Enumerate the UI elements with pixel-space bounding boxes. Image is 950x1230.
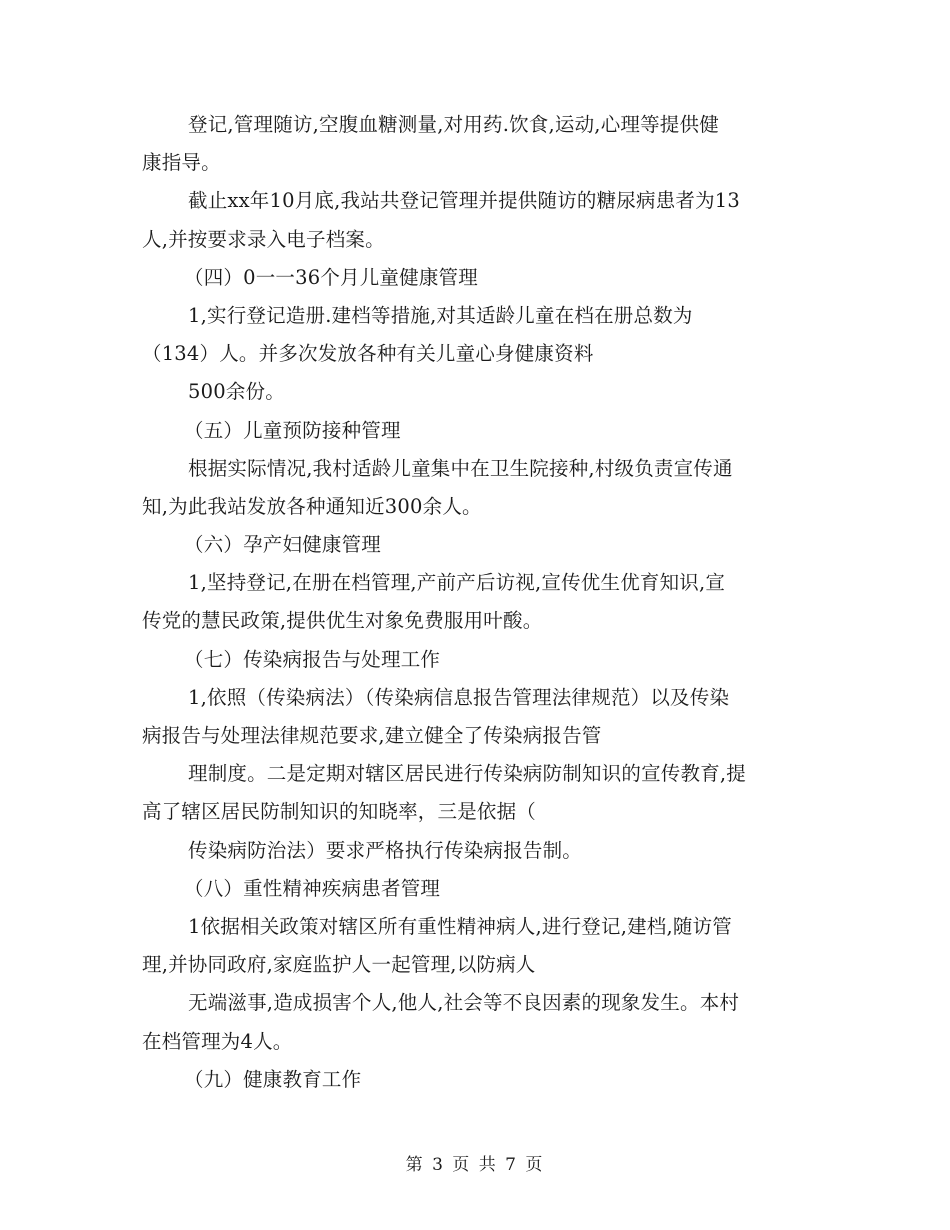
body-line: 传党的慧民政策,提供优生对象免费服用叶酸。 — [142, 609, 543, 633]
body-line: 高了辖区居民防制知识的知晓率，三是依据（ — [142, 800, 537, 824]
body-line: 理制度。二是定期对辖区居民进行传染病防制知识的宣传教育,提 — [188, 762, 746, 786]
body-line: 1,坚持登记,在册在档管理,产前产后访视,宣传优生优育知识,宣 — [188, 571, 726, 595]
section-heading: （七）传染病报告与处理工作 — [184, 647, 441, 671]
body-line: 截止xx年10月底,我站共登记管理并提供随访的糖尿病患者为13 — [188, 189, 741, 213]
section-heading: （九）健康教育工作 — [184, 1067, 362, 1091]
body-line: 理,并协同政府,家庭监护人一起管理,以防病人 — [142, 953, 536, 977]
body-line: 1,实行登记造册.建档等措施,对其适龄儿童在档在册总数为 — [188, 303, 693, 327]
body-line: 知,为此我站发放各种通知近300余人。 — [142, 494, 482, 518]
body-line: 病报告与处理法律规范要求,建立健全了传染病报告管 — [142, 724, 602, 747]
body-line: 根据实际情况,我村适龄儿童集中在卫生院接种,村级负责宣传通 — [188, 456, 733, 480]
body-line: 人,并按要求录入电子档案。 — [142, 227, 385, 251]
body-line: 在档管理为4人。 — [142, 1029, 293, 1053]
document-body — [142, 106, 812, 1099]
section-heading: （五）儿童预防接种管理 — [184, 418, 401, 442]
page-number-footer: 第 3 页 共 7 页 — [405, 1155, 545, 1175]
body-line: 500余份。 — [188, 380, 285, 404]
section-heading: （六）孕产妇健康管理 — [184, 533, 382, 557]
body-line: 登记,管理随访,空腹血糖测量,对用药.饮食,运动,心理等提供健 — [188, 113, 719, 136]
body-line: 传染病防治法）要求严格执行传染病报告制。 — [188, 838, 583, 862]
body-line: 1,依照（传染病法）（传染病信息报告管理法律规范）以及传染 — [188, 685, 730, 709]
section-heading: （四）0一一36个月儿童健康管理 — [184, 265, 478, 289]
body-line: （134）人。并多次发放各种有关儿童心身健康资料 — [142, 342, 594, 366]
body-line: 康指导。 — [142, 151, 221, 175]
body-line: 无端滋事,造成损害个人,他人,社会等不良因素的现象发生。本村 — [188, 991, 740, 1015]
body-line: 1依据相关政策对辖区所有重性精神病人,进行登记,建档,随访管 — [188, 914, 733, 938]
section-heading: （八）重性精神疾病患者管理 — [184, 876, 441, 900]
